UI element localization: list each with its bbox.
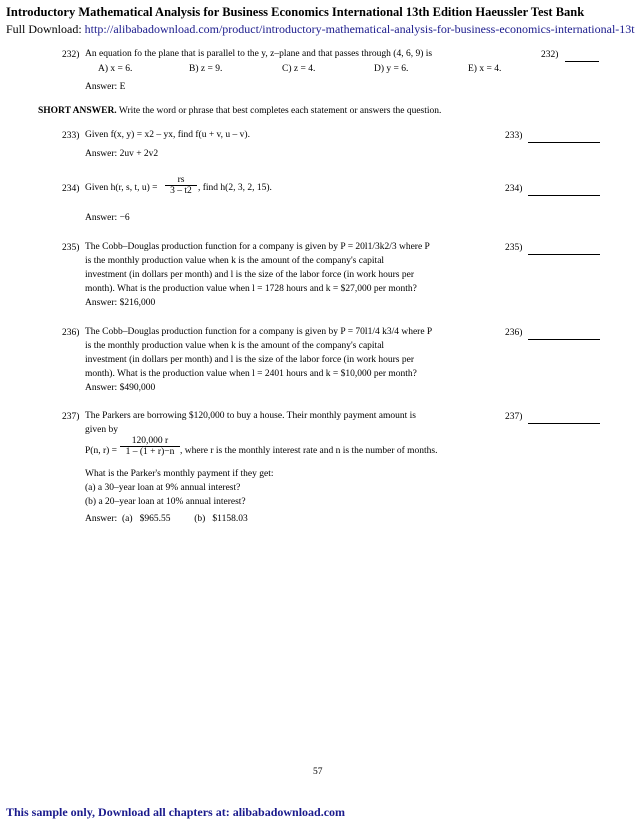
download-line	[6, 22, 635, 37]
question-line: The Cobb–Douglas production function for a company is given by P = 70l1/4 k3/4 where P	[85, 327, 433, 337]
question-line: The Parkers are borrowing $120,000 to buy a house. Their monthly payment amount is	[85, 411, 416, 421]
formula-rhs-237: , where r is the monthly interest rate and n is the number of months.	[180, 446, 438, 456]
fraction-234	[165, 175, 197, 196]
page-number: 57	[313, 767, 323, 777]
question-number-234: 234)	[62, 184, 80, 194]
option-b: B) z = 9.	[189, 64, 223, 74]
answer-label-233: 233)	[505, 131, 523, 141]
answer-blank-236	[528, 339, 600, 340]
option-d: D) y = 6.	[374, 64, 409, 74]
fraction-numerator: 120,000 r	[131, 436, 169, 446]
question-text-236	[85, 325, 505, 381]
document-title: Introductory Mathematical Analysis for Business Economics International 13th Edition Haeussler Test Bank	[6, 5, 585, 19]
fraction-numerator: rs	[177, 175, 185, 185]
question-number-237: 237)	[62, 412, 80, 422]
question-text-237-b	[85, 467, 505, 509]
question-number-232: 232)	[62, 50, 80, 60]
section-title: SHORT ANSWER.	[38, 106, 117, 116]
answer-237: Answer: (a) $965.55 (b) $1158.03	[85, 514, 248, 524]
question-line: month). What is the production value when l = 1728 hours and k = $27,000 per month?	[85, 284, 417, 294]
formula-lhs-237: P(n, r) =	[85, 446, 118, 456]
answer-blank-234	[528, 195, 600, 196]
answer-label-234: 234)	[505, 184, 523, 194]
question-line: is the monthly production value when k is the amount of the company's capital	[85, 341, 385, 351]
answer-label-237: 237)	[505, 412, 523, 422]
download-label: Full Download:	[6, 22, 85, 36]
question-line: month). What is the production value when l = 2401 hours and k = $10,000 per month?	[85, 369, 417, 379]
question-line: The Cobb–Douglas production function for a company is given by P = 20l1/3k2/3 where P	[85, 242, 430, 252]
question-line: given by	[85, 425, 118, 435]
question-line: investment (in dollars per month) and l is the size of the labor force (in work hours per	[85, 355, 414, 365]
question-number-236: 236)	[62, 328, 80, 338]
question-text-234-post: , find h(2, 3, 2, 15).	[198, 183, 272, 193]
answer-blank-232	[565, 61, 599, 62]
question-text-232: An equation fo the plane that is parallel to the y, z–plane and that passes through (4, 6, 9) is	[85, 49, 433, 59]
section-instruction: Write the word or phrase that best completes each statement or answers the question.	[116, 106, 442, 116]
answer-label-232: 232)	[541, 50, 559, 60]
question-number-233: 233)	[62, 131, 80, 141]
question-text-233: Given f(x, y) = x2 – yx, find f(u + v, u – v).	[85, 130, 250, 140]
fraction-237	[120, 436, 180, 457]
question-line: is the monthly production value when k is the amount of the company's capital	[85, 256, 385, 266]
option-e: E) x = 4.	[468, 64, 502, 74]
fraction-denominator: 3 – t2	[165, 185, 197, 196]
answer-blank-235	[528, 254, 600, 255]
option-a: A) x = 6.	[98, 64, 133, 74]
answer-blank-233	[528, 142, 600, 143]
answer-235: Answer: $216,000	[85, 298, 156, 308]
footer-note[interactable]: This sample only, Download all chapters at: alibabadownload.com	[6, 805, 346, 819]
answer-233: Answer: 2uv + 2v2	[85, 149, 159, 159]
answer-blank-237	[528, 423, 600, 424]
question-number-235: 235)	[62, 243, 80, 253]
question-line: What is the Parker's monthly payment if they get:	[85, 469, 274, 479]
question-text-234-pre: Given h(r, s, t, u) =	[85, 183, 158, 193]
answer-236: Answer: $490,000	[85, 383, 156, 393]
answer-label-236: 236)	[505, 328, 523, 338]
question-text-237	[85, 409, 505, 437]
answer-232: Answer: E	[85, 82, 126, 92]
section-header	[38, 106, 441, 116]
question-text-235	[85, 240, 505, 296]
question-part-a: (a) a 30–year loan at 9% annual interest?	[85, 483, 241, 493]
question-line: investment (in dollars per month) and l is the size of the labor force (in work hours per	[85, 270, 414, 280]
fraction-denominator: 1 – (1 + r)−n	[120, 446, 180, 457]
option-c: C) z = 4.	[282, 64, 316, 74]
download-link[interactable]: http://alibabadownload.com/product/introductory-mathematical-analysis-for-business-economics-international-13t	[84, 22, 635, 36]
answer-234: Answer: −6	[85, 213, 130, 223]
question-part-b: (b) a 20–year loan at 10% annual interest?	[85, 497, 246, 507]
answer-label-235: 235)	[505, 243, 523, 253]
